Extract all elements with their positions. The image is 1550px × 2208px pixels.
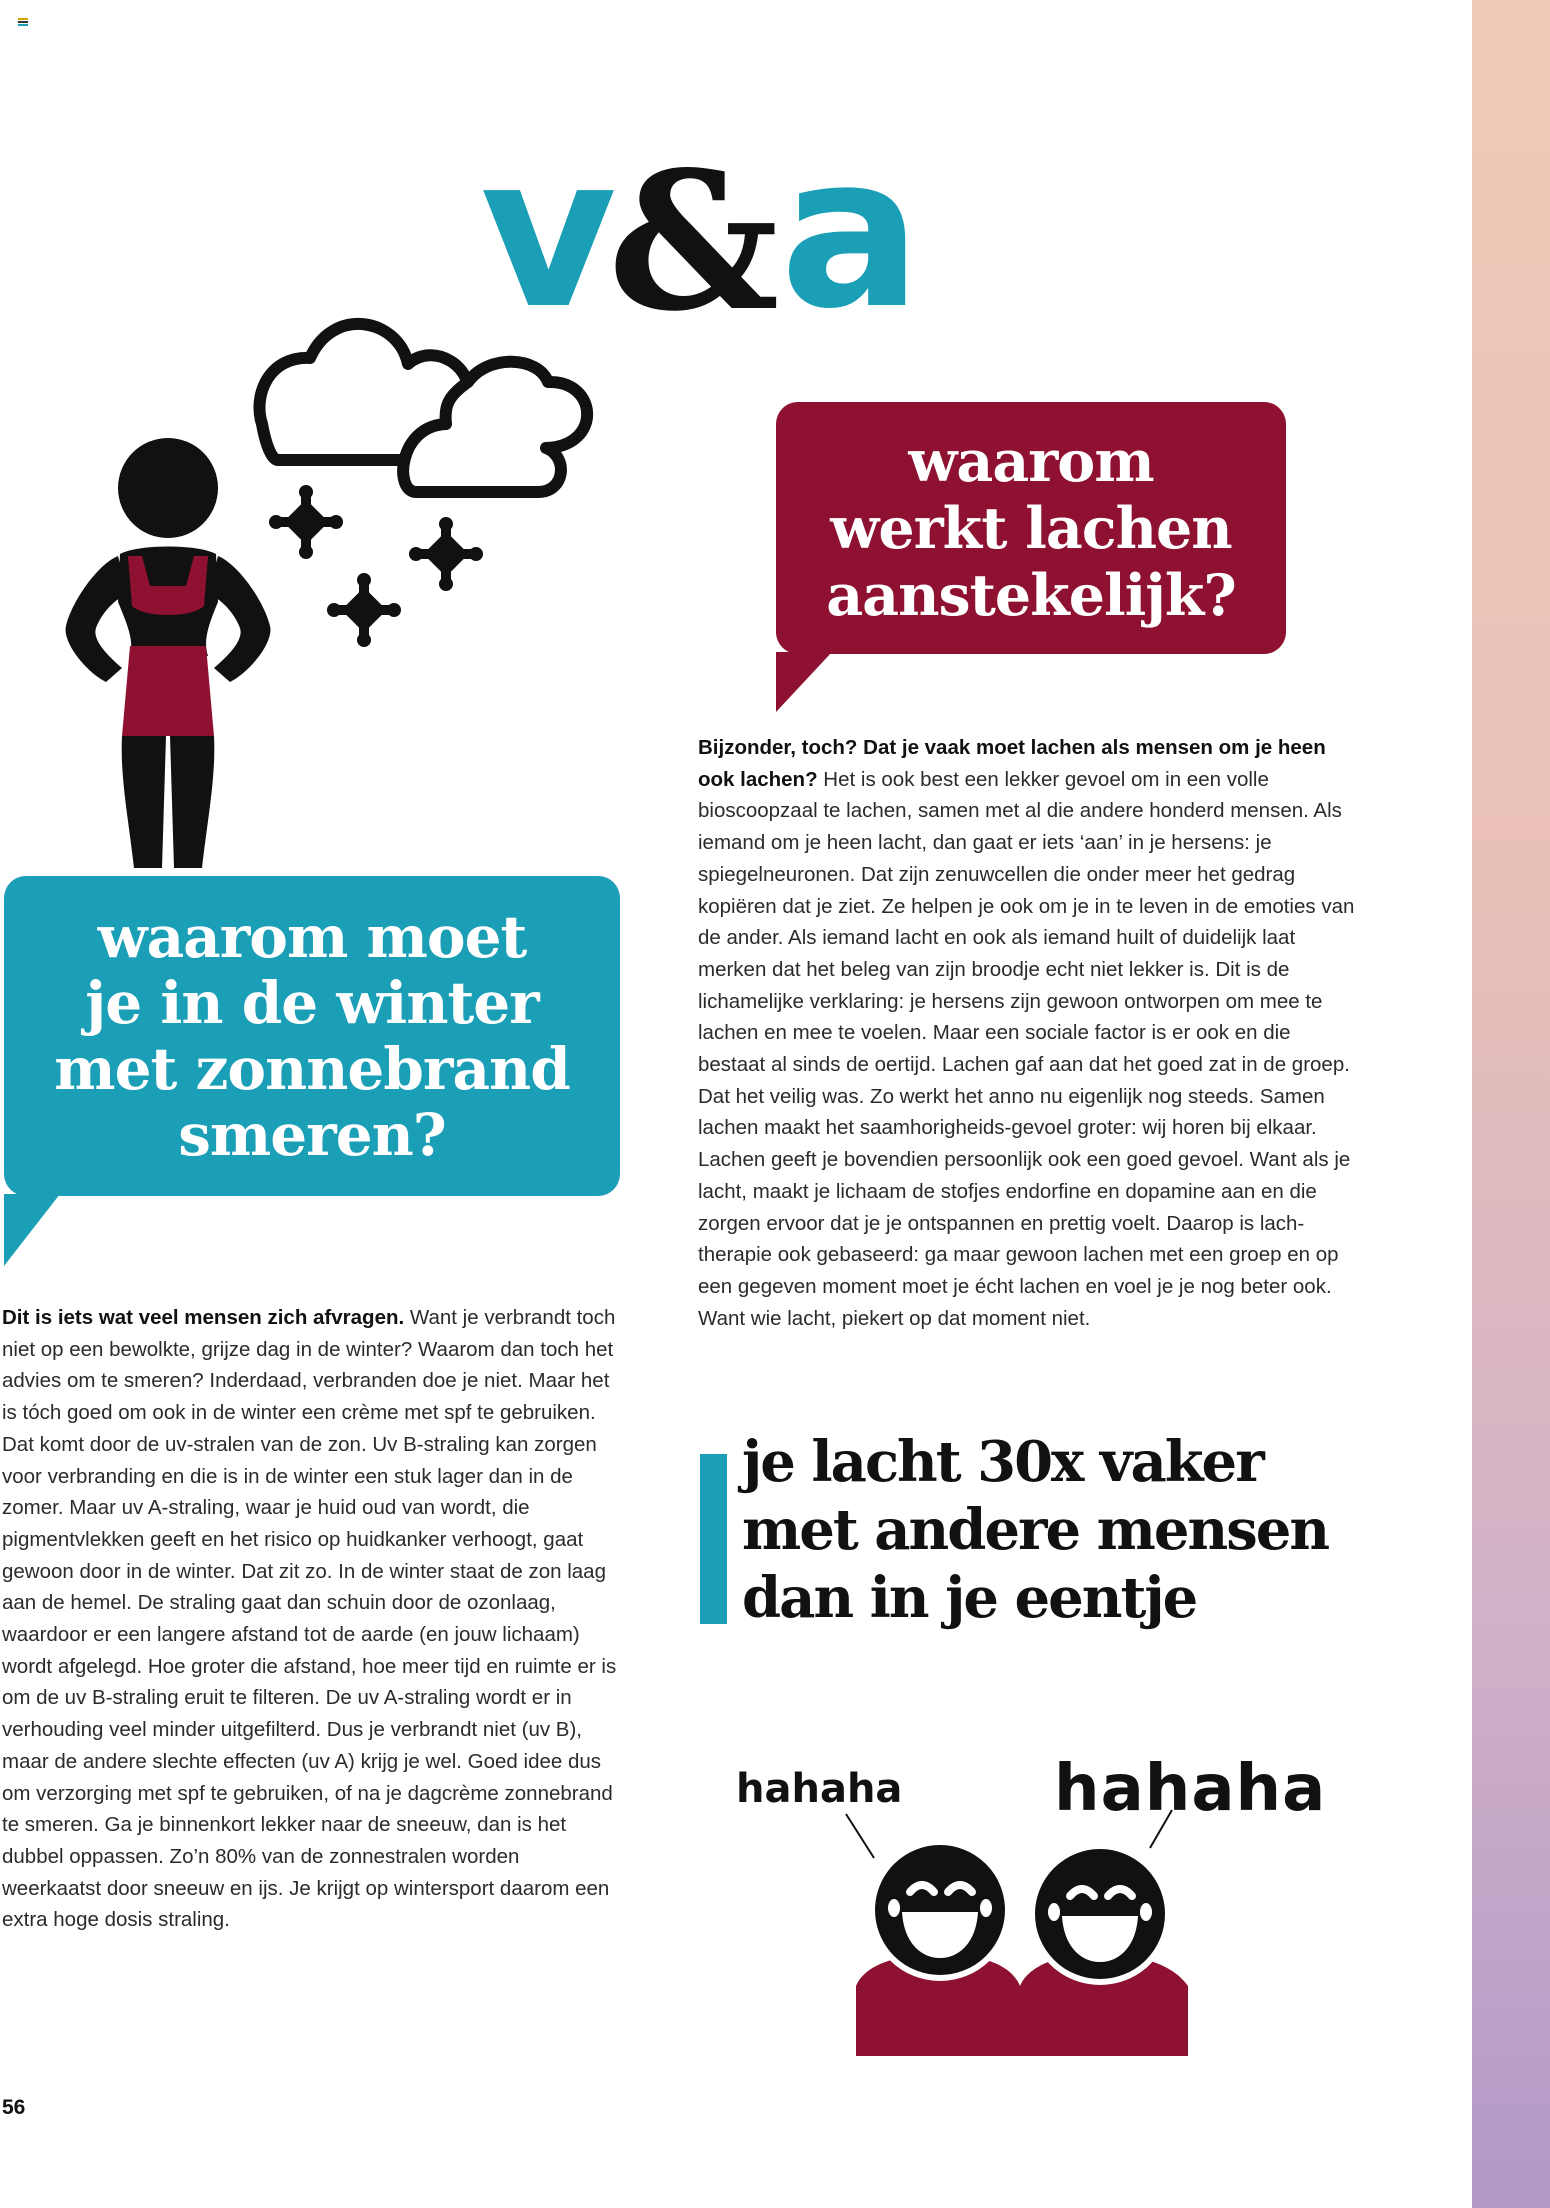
pull-quote: je lacht 30x vaker met andere mensen dan in je eentje <box>742 1429 1329 1631</box>
question-title-sunscreen: waarom moet je in de winter met zonnebrand smeren? <box>54 903 570 1169</box>
laugh-text-small: hahaha <box>736 1766 903 1812</box>
laugh-text-large: hahaha <box>1054 1752 1327 1826</box>
article-body-laughing <box>698 732 1358 1334</box>
bubble-tail-teal <box>4 1194 64 1266</box>
page-number: 56 <box>2 2096 26 2119</box>
clouds-icon <box>248 296 608 506</box>
article-text-laughing: Het is ook best een lekker gevoel om in een volle bioscoopzaal te lachen, samen met al die andere honderd mensen. Als iemand om je heen lacht, dan gaat er iets ‘aan’ in je hersens: je spiegelneuronen. Dat zijn zenuwcellen die onder meer het gedrag kopiëren dat je ziet. Ze helpen je ook om je in te leven in de emoties van de ander. Als iemand lacht en ook als iemand huilt of duidelijk laat merken dat het beleg van zijn broodje echt niet lekker is. Dit is de lichamelijke verklaring: je hersens zijn gewoon ontworpen om mee te lachen en mee te voelen. Maar een sociale factor is er ook en die bestaat al sinds de oertijd. Lachen gaf aan dat het goed zat in de groep. Dat het veilig was. Zo werkt het anno nu eigenlijk nog steeds. Samen lachen maakt het saamhorigheids-gevoel groter: wij horen bij elkaar. Lachen geeft je bovendien persoonlijk ook een goed gevoel. Want als je lacht, maakt je lichaam de stofjes endorfine en dopamine aan en die zorgen ervoor dat je je ontspannen en prettig voelt. Daarop is lach-therapie ook gebaseerd: ga maar gewoon lachen met een groep en op een gegeven moment moet je écht lachen en voel je je nog beter ook. Want wie lacht, piekert op dat moment niet. <box>698 767 1355 1330</box>
menu-icon[interactable] <box>18 18 28 26</box>
page-edge-gradient <box>1472 0 1550 2208</box>
article-text-sunscreen: Want je verbrandt toch niet op een bewolkte, grijze dag in de winter? Waarom dan toch het advies om te smeren? Inderdaad, verbranden doe je niet. Maar het is tóch goed om ook in de winter een crème met spf te gebruiken. Dat komt door de uv-stralen van de zon. Uv B-straling kan zorgen voor verbranding en die is in de winter een stuk lager dan in de zomer. Maar uv A-straling, waar je huid oud van wordt, die pigmentvlekken geeft en het risico op huidkanker verhoogt, gaat gewoon door in de winter. Dat zit zo. In de winter staat de zon laag aan de hemel. De straling gaat dan schuin door de ozonlaag, waardoor er een langere afstand tot de aarde (en jouw lichaam) wordt afgelegd. Hoe groter die afstand, hoe meer tijd en ruimte er is om de uv B-straling eruit te filteren. De uv A-straling wordt er in verhouding veel minder uitgefilterd. Dus je verbrandt niet (uv B), maar de andere slechte effecten (uv A) krijg je wel. Goed idee dus om verzorging met spf te gebruiken, of na je dagcrème zonnebrand te smeren. Ga je binnenkort lekker naar de sneeuw, dan is het dubbel oppassen. Zo’n 80% van de zonnestralen worden weerkaatst door sneeuw en ijs. Je krijgt op wintersport daarom een extra hoge dosis straling. <box>2 1306 617 1932</box>
article-body-sunscreen <box>2 1302 624 1936</box>
article-intro-laughing: Bijzonder, toch? Dat je vaak moet lachen als mensen om je heen ook lachen? <box>698 736 1326 791</box>
woman-figure-icon <box>58 436 278 876</box>
bubble-tail-burgundy <box>776 652 836 714</box>
svg-text:v: v <box>480 110 609 355</box>
article-intro-sunscreen: Dit is iets wat veel mensen zich afvragen. <box>2 1306 405 1329</box>
question-title-laughing: waarom werkt lachen aanstekelijk? <box>826 427 1236 629</box>
svg-text:&: & <box>608 130 780 353</box>
svg-text:a: a <box>780 110 922 355</box>
snowflakes-icon <box>268 488 488 648</box>
laughing-faces-icon <box>844 1806 1194 2056</box>
pull-quote-bar <box>700 1454 727 1624</box>
question-bubble-laughing <box>776 402 1286 654</box>
question-bubble-sunscreen <box>4 876 620 1196</box>
